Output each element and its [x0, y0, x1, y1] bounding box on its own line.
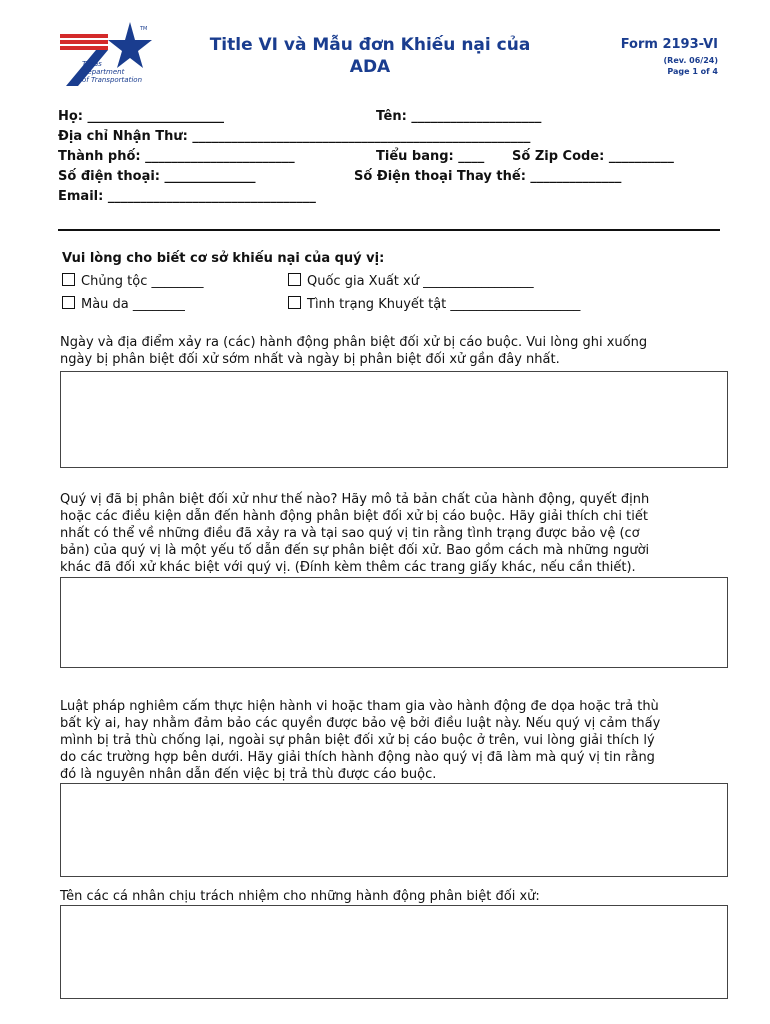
checkbox[interactable]: [288, 273, 301, 286]
dates-prompt: Ngày và địa điểm xảy ra (các) hành động phân biệt đối xử bị cáo buộc. Vui lòng ghi xuống ngày bị phân biệt đối xử sớm nhất và ngày bị phân biệt đối xử gần đây nhất.: [60, 335, 648, 367]
first-name-field[interactable]: Tên: ____________________: [376, 109, 542, 124]
form-revision: (Rev. 06/24) Page 1 of 4: [663, 56, 718, 76]
form-number: Form 2193-VI: [620, 37, 718, 52]
checkbox[interactable]: [62, 273, 75, 286]
basis-option-color[interactable]: Màu da ________: [62, 296, 185, 312]
retaliation-prompt: Luật pháp nghiêm cấm thực hiện hành vi hoặc tham gia vào hành động đe dọa hoặc trả thù bất kỳ ai, hay nhằm đảm bảo các quyền được bảo vệ bởi điều luật này. Nếu quý vị cảm thấy mình bị trả thù chống lại, ngoài sự phân biệt đối xử bị cáo buộc ở trên, vui lòng giải thích lý do các trường hợp bên dưới. Hãy giải thích hành động nào quý vị đã làm mà quý vị tin rằng đó là nguyên nhân dẫn đến việc bị trả thù được cáo buộc.: [60, 699, 661, 782]
dates-answer-box[interactable]: [60, 371, 728, 468]
email-field[interactable]: Email: ________________________________: [58, 189, 316, 204]
alt-phone-field[interactable]: Số Điện thoại Thay thế: ______________: [354, 169, 622, 184]
responsible-individuals-answer-box[interactable]: [60, 905, 728, 999]
zip-code-field[interactable]: Số Zip Code: __________: [512, 149, 674, 164]
checkbox[interactable]: [62, 296, 75, 309]
section-divider: [58, 229, 720, 231]
retaliation-answer-box[interactable]: [60, 783, 728, 877]
basis-option-race[interactable]: Chủng tộc ________: [62, 273, 204, 289]
basis-option-disability[interactable]: Tình trạng Khuyết tật ____________________: [288, 296, 580, 312]
discrimination-description-prompt: Quý vị đã bị phân biệt đối xử như thế nào? Hãy mô tả bản chất của hành động, quyết định hoặc các điều kiện dẫn đến hành động phân biệt đối xử bị cáo buộc. Hãy giải thích chi tiết nhất có thể về những điều đã xảy ra và tại sao quý vị tin rằng tình trạng được bảo vệ (cơ bản) của quý vị là một yếu tố dẫn đến sự phân biệt đối xử. Bao gồm cách mà những người khác đã đối xử khác biệt với quý vị. (Đính kèm thêm các trang giấy khác, nếu cần thiết).: [60, 492, 650, 575]
basis-option-national-origin[interactable]: Quốc gia Xuất xứ _________________: [288, 273, 534, 289]
phone-field[interactable]: Số điện thoại: ______________: [58, 169, 256, 184]
city-field[interactable]: Thành phố: _______________________: [58, 149, 295, 164]
last-name-field[interactable]: Họ: _____________________: [58, 109, 225, 124]
checkbox[interactable]: [288, 296, 301, 309]
state-field[interactable]: Tiểu bang: ____: [376, 149, 485, 164]
txdot-logo-text: Texas Department of Transportation: [82, 60, 143, 84]
svg-text:TM: TM: [140, 26, 148, 32]
page-title: Title VI và Mẫu đơn Khiếu nại của ADA: [209, 35, 531, 77]
mailing-address-field[interactable]: Địa chỉ Nhận Thư: ____________________________________________________: [58, 129, 531, 144]
discrimination-answer-box[interactable]: [60, 577, 728, 668]
complaint-basis-heading: Vui lòng cho biết cơ sở khiếu nại của quý vị:: [62, 251, 385, 266]
responsible-individuals-prompt: Tên các cá nhân chịu trách nhiệm cho những hành động phân biệt đối xử:: [60, 889, 540, 904]
